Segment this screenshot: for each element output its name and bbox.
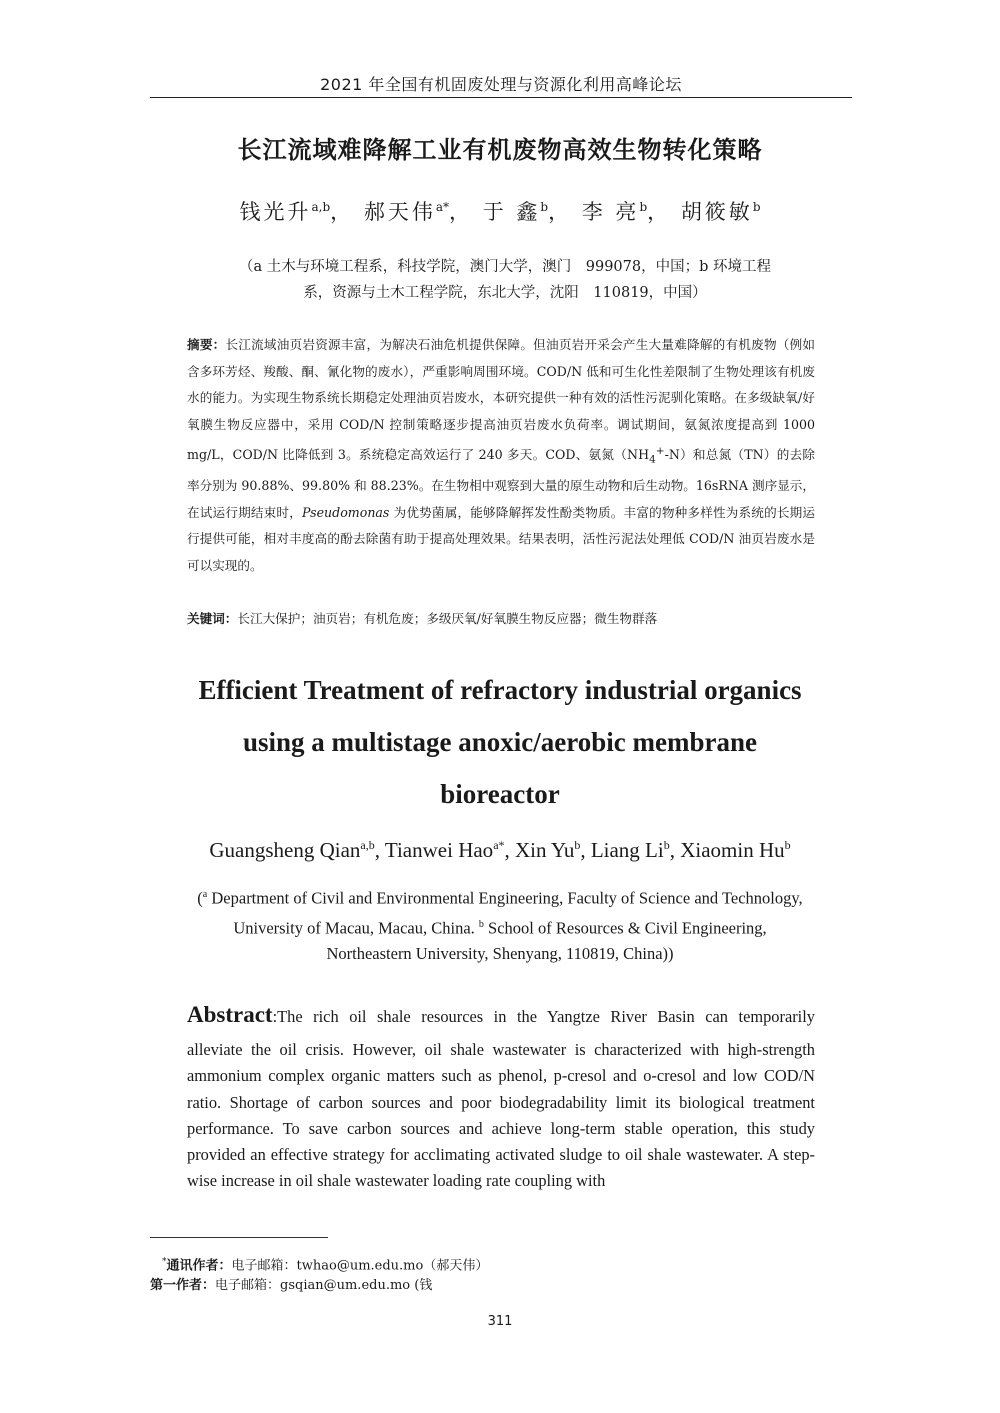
subscript: 4 xyxy=(649,453,656,466)
affiliation-text: Department of Civil and Environmental Engineering, Faculty of Science and Technology, University of Macau, Macau, China. xyxy=(207,888,803,937)
author-affiliation-mark: a* xyxy=(435,200,449,214)
author-affiliation-mark: b xyxy=(639,200,648,214)
author-name: 李 亮 xyxy=(581,200,640,224)
abstract-text: 长江流域油页岩资源丰富，为解决石油危机提供保障。但油页岩开采会产生大量难降解的有机废物（例如含多环芳烃、羧酸、酮、氰化物的废水），严重影响周围环境。COD/N 低和可生化性差限制了生物处理该有机废水的能力。为实现生物系统长期稳定处理油页岩废水，本研究提供一种有效的活性污泥驯化策略。在多级缺氧/好氧膜生物反应器中，采用 COD/N 控制策略逐步提高油页岩废水负荷率。调试期间，氨氮浓度提高到 1000 mg/L，COD/N 比降低到 3。系统稳定高效运行了 240 多天。COD、氨氮（NH xyxy=(187,337,816,463)
footnote-corresponding-author xyxy=(150,1252,800,1276)
author-name: Liang Li xyxy=(590,838,664,862)
english-authors xyxy=(130,838,870,863)
author-separator: , xyxy=(580,838,591,862)
affiliation-text: School of Resources & Civil Engineering, Northeastern University, Shenyang, 110819, China)) xyxy=(326,918,767,963)
author-name: Xiaomin Hu xyxy=(680,838,785,862)
english-abstract xyxy=(187,997,815,1195)
author-name: Tianwei Hao xyxy=(384,838,494,862)
author-separator: ， xyxy=(548,200,573,224)
page-number: 311 xyxy=(487,1314,513,1329)
affiliation-mark: b xyxy=(478,918,484,930)
footnote-label: 通讯作者： xyxy=(166,1258,232,1274)
author-name: Xin Yu xyxy=(515,838,575,862)
title-line: using a multistage anoxic/aerobic membrane xyxy=(243,727,757,757)
footnote-label: 第一作者： xyxy=(150,1278,216,1294)
chinese-affiliations xyxy=(190,254,820,306)
author-affiliation-mark: b xyxy=(784,838,791,852)
abstract-label: 摘要： xyxy=(187,337,226,352)
author-affiliation-mark: b xyxy=(540,200,549,214)
author-affiliation-mark: a,b xyxy=(311,200,331,214)
superscript: + xyxy=(655,445,665,457)
author-separator: , xyxy=(669,838,681,862)
chinese-keywords xyxy=(187,606,815,632)
conference-header: 2021 年全国有机固废处理与资源化利用高峰论坛 xyxy=(320,75,682,94)
abstract-text: 为优势菌属，能够降解挥发性酚类物质。丰富的物种多样性为系统的长期运行提供可能，相对丰度高的酚去除菌有助于提高处理效果。结果表明，活性污泥法处理低 COD/N 油页岩废水是可以实现的。 xyxy=(187,504,815,573)
abstract-text: :The rich oil shale resources in the Yangtze River Basin can temporarily xyxy=(272,1007,815,1026)
header-divider xyxy=(150,97,852,98)
author-separator: , xyxy=(504,838,516,862)
abstract-text: alleviate the oil crisis. However, oil shale wastewater is characterized with high-strength ammonium complex organic matters such as phenol, p-cresol and o-cresol and low COD/N ratio. Shortage of carbon sources and poor biodegradability limit its biological treatment performance. To save carbon sources and achieve long-term stable operation, this study provided an effective strategy for acclimating activated sludge to oil shale wastewater. A step-wise increase in oil shale wastewater loading rate coupling with xyxy=(187,1040,815,1191)
author-affiliation-mark: a* xyxy=(493,838,505,852)
footnotes xyxy=(150,1252,800,1296)
author-name: 于 鑫 xyxy=(482,200,541,224)
author-affiliation-mark: b xyxy=(574,838,581,852)
author-separator: , xyxy=(374,838,385,862)
affiliation-mark: a xyxy=(202,889,208,900)
footnote-text: 电子邮箱：twhao@um.edu.mo（郝天伟） xyxy=(231,1258,489,1274)
genus-name: Pseudomonas xyxy=(301,504,390,520)
author-affiliation-mark: a,b xyxy=(360,838,375,852)
author-separator: ， xyxy=(330,200,355,224)
title-line: Efficient Treatment of refractory industrial organics xyxy=(198,675,802,705)
affiliation-line: 系，资源与土木工程学院，东北大学，沈阳 110819，中国） xyxy=(303,285,707,301)
english-affiliations xyxy=(190,882,810,967)
author-name: Guangsheng Qian xyxy=(209,838,361,862)
footnote-divider xyxy=(150,1237,328,1238)
keywords-text: 长江大保护；油页岩；有机危废；多级厌氧/好氧膜生物反应器；微生物群落 xyxy=(237,611,658,626)
author-name: 郝天伟 xyxy=(363,200,436,224)
chinese-title: 长江流域难降解工业有机废物高效生物转化策略 xyxy=(237,136,763,164)
author-separator: ， xyxy=(449,200,473,224)
abstract-text: -N）和总氮（TN）的去除率分别为 90.88%、99.80% 和 88.23%。在生物相中观察到大量的原生动物和后生动物。16sRNA 测序显示，在试运行期结束时， xyxy=(187,447,815,520)
keywords-label: 关键词： xyxy=(187,611,238,626)
title-line: bioreactor xyxy=(440,779,560,809)
chinese-authors xyxy=(120,196,880,226)
author-name: 钱光升 xyxy=(239,200,312,224)
abstract-first-line xyxy=(187,997,815,1035)
footnote-text: 电子邮箱：gsqian@um.edu.mo (钱 xyxy=(215,1278,433,1294)
abstract-label: Abstract xyxy=(187,1002,273,1027)
footnote-mark: * xyxy=(162,1257,167,1267)
chinese-abstract xyxy=(187,332,815,579)
author-affiliation-mark: b xyxy=(663,838,670,852)
english-title xyxy=(130,664,870,820)
author-separator: ， xyxy=(647,200,672,224)
author-affiliation-mark: b xyxy=(752,200,761,214)
footnote-first-author xyxy=(150,1276,800,1296)
author-name: 胡筱敏 xyxy=(680,200,753,224)
paren: ( xyxy=(197,888,203,908)
affiliation-line: （a 土木与环境工程系，科技学院，澳门大学，澳门 999078，中国；b 环境工程 xyxy=(239,259,771,275)
